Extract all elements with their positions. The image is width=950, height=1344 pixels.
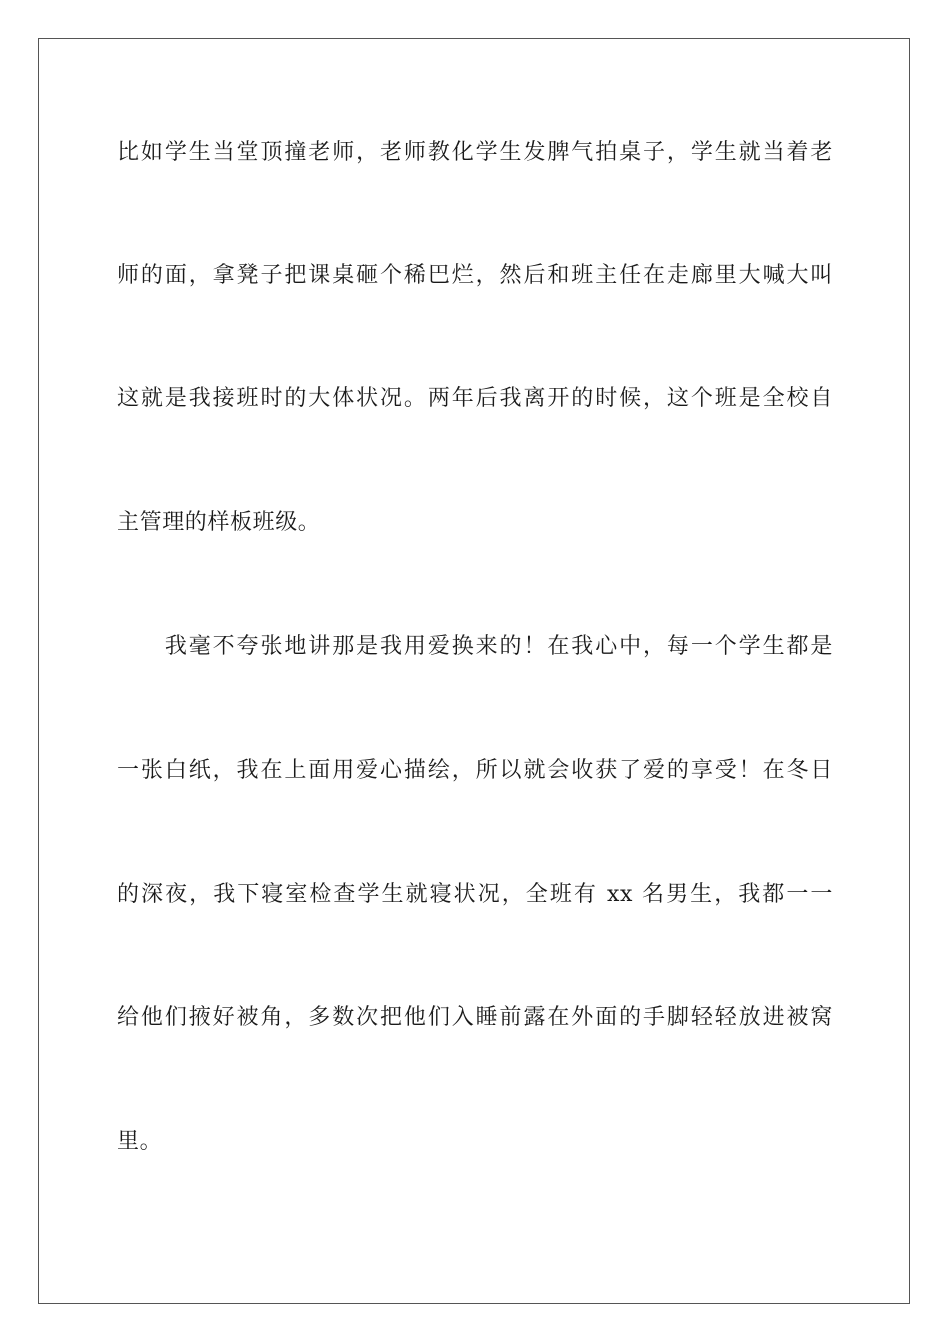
- paragraph-line: 这就是我接班时的大体状况。两年后我离开的时候，这个班是全校自: [117, 386, 833, 411]
- paragraph-line: 的深夜，我下寝室检查学生就寝状况，全班有 xx 名男生，我都一一: [117, 882, 833, 907]
- paragraph-line: 主管理的样板班级。: [117, 510, 321, 535]
- paragraph-line: 一张白纸，我在上面用爱心描绘，所以就会收获了爱的享受！在冬日: [117, 758, 833, 783]
- paragraph-line: 里。: [117, 1129, 163, 1154]
- paragraph-line: 师的面，拿凳子把课桌砸个稀巴烂，然后和班主任在走廊里大喊大叫: [117, 263, 833, 288]
- paragraph-line: 我毫不夸张地讲那是我用爱换来的！在我心中，每一个学生都是: [117, 634, 833, 659]
- page-border: [38, 38, 910, 1304]
- paragraph-line: 给他们掖好被角，多数次把他们入睡前露在外面的手脚轻轻放进被窝: [117, 1005, 833, 1030]
- paragraph-line: 比如学生当堂顶撞老师，老师教化学生发脾气拍桌子，学生就当着老: [117, 140, 833, 165]
